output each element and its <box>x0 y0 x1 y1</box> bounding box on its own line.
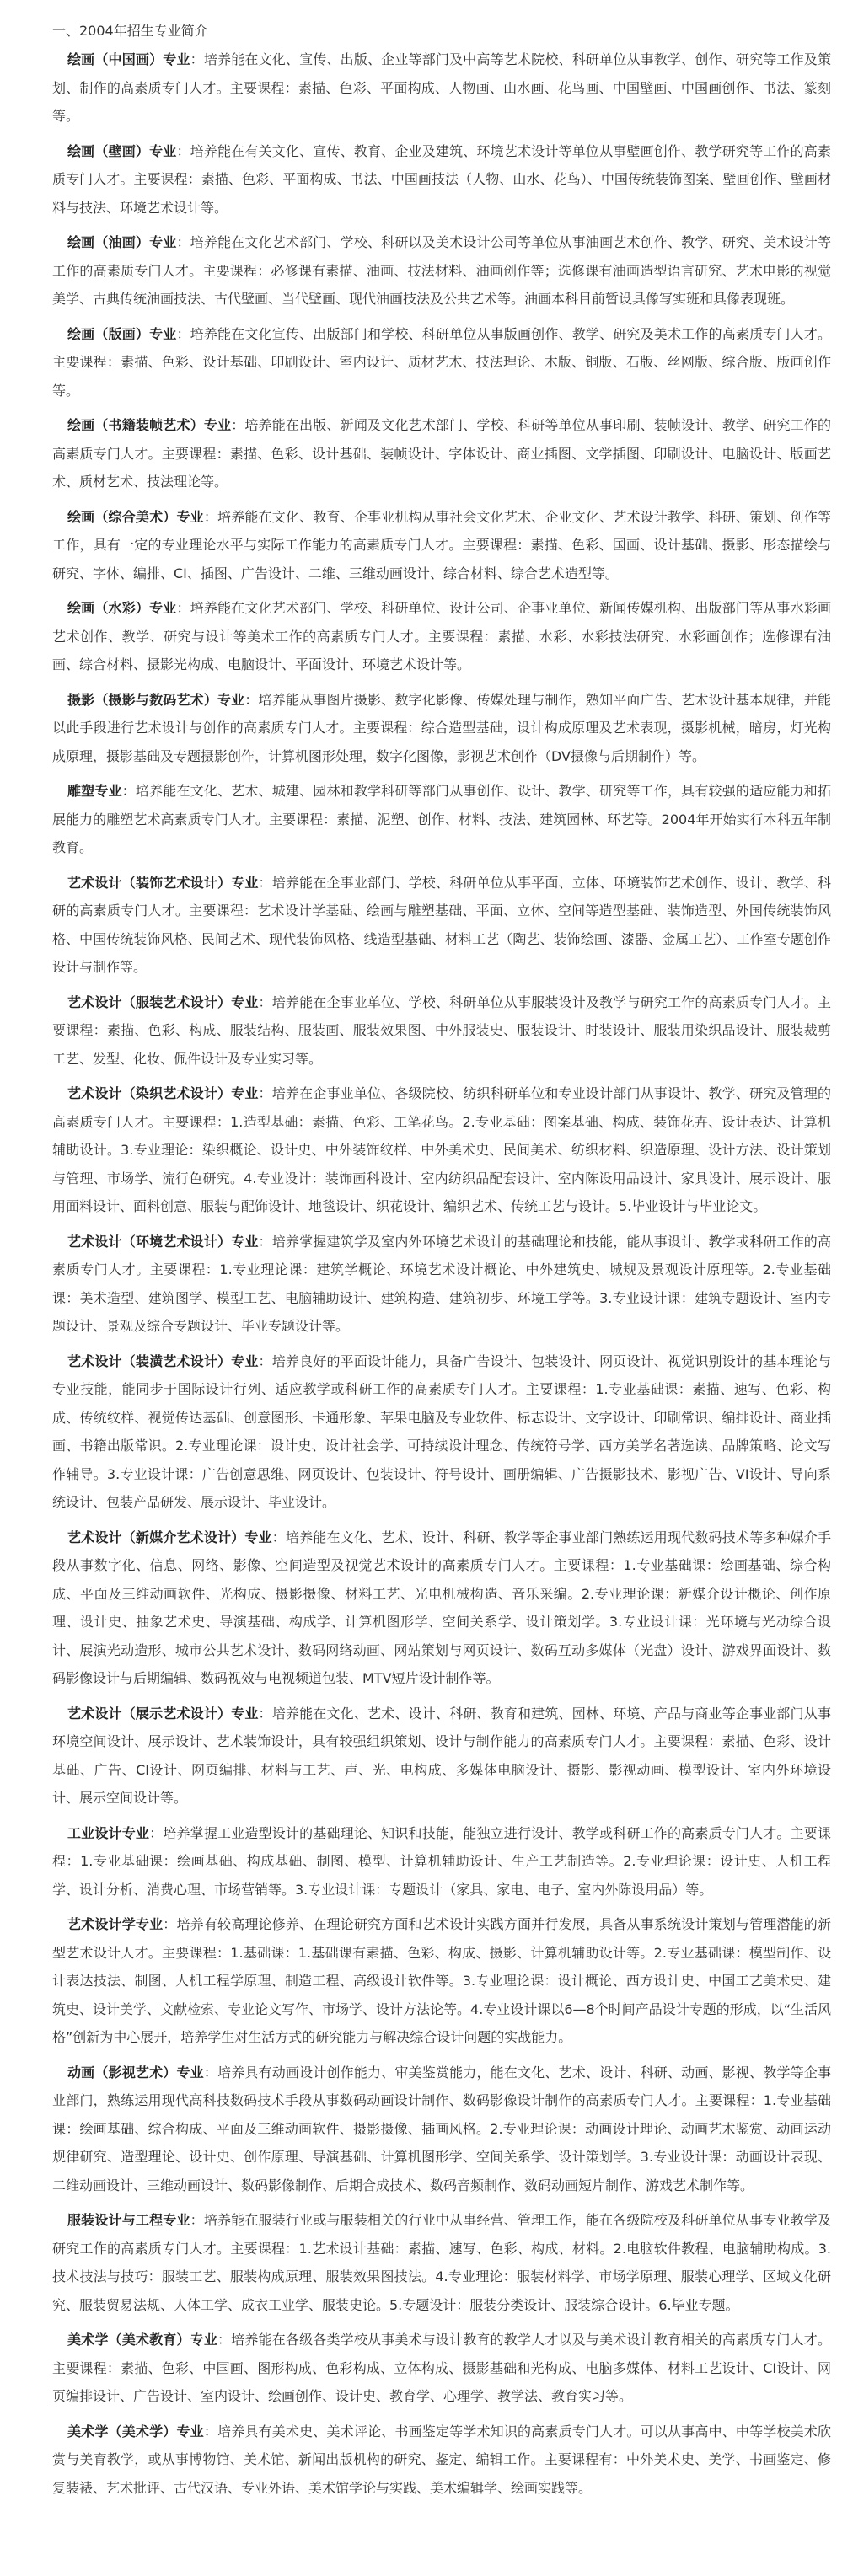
major-description: ：培养能在文化、艺术、设计、科研、教育和建筑、园林、环境、产品与商业等企事业部门从事环境空间设计、展示设计、艺术装饰设计，具有较强组织策划、设计与制作能力的高素质专门人才。主要课程：素描、色彩、设计基础、广告、CI设计、网页编排、材料与工艺、声、光、电构成、多媒体电脑设计、摄影、影视动画、模型设计、室内外环境设计、展示空间设计等。 <box>52 1705 831 1806</box>
major-description: ：培养能在文化、宣传、出版、企业等部门及中高等艺术院校、科研单位从事教学、创作、研究等工作及策划、制作的高素质专门人才。主要课程：素描、色彩、平面构成、人物画、山水画、花鸟画、中国壁画、中国画创作、书法、篆刻等。 <box>52 51 831 124</box>
major-name: 绘画（中国画）专业 <box>67 51 190 67</box>
major-entry <box>52 1228 831 1341</box>
major-entry <box>52 2059 831 2200</box>
major-name: 绘画（综合美术）专业 <box>67 508 204 525</box>
major-name: 服装设计与工程专业 <box>67 2212 190 2228</box>
major-entry <box>52 777 831 862</box>
major-name: 摄影（摄影与数码艺术）专业 <box>67 691 245 708</box>
major-name: 艺术设计（装饰艺术设计）专业 <box>67 874 259 891</box>
major-entry <box>52 2326 831 2411</box>
major-entry <box>52 988 831 1074</box>
major-name: 绘画（书籍装帧艺术）专业 <box>67 417 232 433</box>
major-entry <box>52 1347 831 1517</box>
major-description: ：培养能在文化艺术部门、学校、科研以及美术设计公司等单位从事油画艺术创作、教学、研究、美术设计等工作的高素质专门人才。主要课程：必修课有素描、油画、技法材料、油画创作等；选修课有油画造型语言研究、艺术电影的视觉美学、古典传统油画技法、古代壁画、当代壁画、现代油画技法及公共艺术等。油画本科目前暂设具像写实班和具像表现班。 <box>52 234 831 307</box>
major-entry <box>52 320 831 405</box>
section-title: 一、2004年招生专业简介 <box>52 23 208 39</box>
major-description: ：培养能在各级各类学校从事美术与设计教育的教学人才以及与美术设计教育相关的高素质专门人才。主要课程：素描、色彩、中国画、图形构成、色彩构成、立体构成、摄影基础和光构成、电脑多媒体、材料工艺设计、CI设计、网页编排设计、广告设计、室内设计、绘画创作、设计史、教育学、心理学、教学法、教育实习等。 <box>52 2332 831 2404</box>
major-name: 美术学（美术学）专业 <box>67 2423 204 2439</box>
major-name: 艺术设计（装潢艺术设计）专业 <box>67 1352 259 1369</box>
major-entry <box>52 2418 831 2503</box>
major-description: ：培养具有美术史、美术评论、书画鉴定等学术知识的高素质专门人才。可以从事高中、中等学校美术欣赏与美育教学，或从事博物馆、美术馆、新闻出版机构的研究、鉴定、编辑工作。主要课程有：中外美术史、美学、书画鉴定、修复装裱、艺术批评、古代汉语、专业外语、美术馆学论与实践、美术编辑学、绘画实践等。 <box>52 2423 831 2496</box>
major-name: 艺术设计（染织艺术设计）专业 <box>67 1085 259 1101</box>
major-entry <box>52 137 831 222</box>
major-description: ：培养能在文化、教育、企事业机构从事社会文化艺术、企业文化、艺术设计教学、科研、策划、创作等工作，具有一定的专业理论水平与实际工作能力的高素质专门人才。主要课程：素描、色彩、国画、设计基础、摄影、形态描绘与研究、字体、编排、CI、插图、广告设计、二维、三维动画设计、综合材料、综合艺术造型等。 <box>52 508 831 581</box>
major-description: ：培养良好的平面设计能力，具备广告设计、包装设计、网页设计、视觉识别设计的基本理论与专业技能，能同步于国际设计行列、适应教学或科研工作的高素质专门人才。主要课程：1.专业基础课：素描、速写、色彩、构成、传统纹样、视觉传达基础、创意图形、卡通形象、苹果电脑及专业软件、标志设计、文字设计、印刷常识、编排设计、商业插画、书籍出版常识。2.专业理论课：设计史、设计社会学、可持续设计理念、传统符号学、西方美学名著选读、品牌策略、论文写作辅导。3.专业设计课：广告创意思维、网页设计、包装设计、符号设计、画册编辑、广告摄影技术、影视广告、VI设计、导向系统设计、包装产品研发、展示设计、毕业设计。 <box>52 1352 831 1510</box>
major-entry <box>52 228 831 313</box>
major-description: ：培养能从事图片摄影、数字化影像、传媒处理与制作，熟知平面广告、艺术设计基本规律，并能以此手段进行艺术设计与创作的高素质专门人才。主要课程：综合造型基础，设计构成原理及艺术表现，摄影机械，暗房，灯光构成原理，摄影基础及专题摄影创作，计算机图形处理，数字化图像，影视艺术创作（DV摄像与后期制作）等。 <box>52 691 831 764</box>
major-entry <box>52 869 831 982</box>
major-name: 工业设计专业 <box>67 1824 150 1841</box>
major-entry <box>52 1700 831 1813</box>
major-description: ：培养具有动画设计创作能力、审美鉴赏能力，能在文化、艺术、设计、科研、动画、影视、教学等企事业部门，熟练运用现代高科技数码技术手段从事数码动画设计制作、数码影像设计制作的高素质专门人才。主要课程：1.专业基础课：绘画基础、综合构成、平面及三维动画软件、摄影摄像、插画风格。2.专业理论课：动画设计理论、动画艺术鉴赏、动画运动规律研究、造型理论、设计史、创作原理、导演基础、计算机图形学、空间关系学、设计策划学。3.专业设计课：动画设计表现、二维动画设计、三维动画设计、数码影像制作、后期合成技术、数码音频制作、数码动画短片制作、游戏艺术制作等。 <box>52 2064 831 2193</box>
major-name: 艺术设计（环境艺术设计）专业 <box>67 1233 259 1250</box>
major-name: 艺术设计（新媒介艺术设计）专业 <box>67 1529 272 1545</box>
major-description: ：培养能在有关文化、宣传、教育、企业及建筑、环境艺术设计等单位从事壁画创作、教学研究等工作的高素质专门人才。主要课程：素描、色彩、平面构成、书法、中国画技法（人物、山水、花鸟）、中国传统装饰图案、壁画创作、壁画材料与技法、环境艺术设计等。 <box>52 142 831 216</box>
major-entry <box>52 1079 831 1221</box>
major-description: ：培养能在文化宣传、出版部门和学校、科研单位从事版画创作、教学、研究及美术工作的高素质专门人才。主要课程：素描、色彩、设计基础、印刷设计、室内设计、质材艺术、技法理论、木版、铜版、石版、丝网版、综合版、版画创作等。 <box>52 325 831 399</box>
major-name: 动画（影视艺术）专业 <box>67 2064 204 2081</box>
major-description: ：培养能在企事业部门、学校、科研单位从事平面、立体、环境装饰艺术创作、设计、教学、科研的高素质专门人才。主要课程：艺术设计学基础、绘画与雕塑基础、平面、立体、空间等造型基础、装饰造型、外国传统装饰风格、中国传统装饰风格、民间艺术、现代装饰风格、线造型基础、材料工艺（陶艺、装饰绘画、漆器、金属工艺）、工作室专题创作设计与制作等。 <box>52 874 831 975</box>
major-name: 绘画（油画）专业 <box>67 234 177 250</box>
major-name: 雕塑专业 <box>67 783 122 799</box>
major-name: 美术学（美术教育）专业 <box>67 2332 217 2348</box>
major-entry <box>52 2206 831 2319</box>
major-description: ：培养能在文化艺术部门、学校、科研单位、设计公司、企事业单位、新闻传媒机构、出版部门等从事水彩画艺术创作、教学、研究与设计等美术工作的高素质专门人才。主要课程：素描、水彩、水彩技法研究、水彩画创作；选修课有油画、综合材料、摄影光构成、电脑设计、平面设计、环境艺术设计等。 <box>52 600 831 672</box>
major-entry <box>52 1524 831 1693</box>
major-entry <box>52 46 831 131</box>
major-description: ：培养能在企事业单位、学校、科研单位从事服装设计及教学与研究工作的高素质专门人才。主要课程：素描、色彩、构成、服装结构、服装画、服装效果图、中外服装史、服装设计、时装设计、服装用染织品设计、服装裁剪工艺、发型、化妆、佩件设计及专业实习等。 <box>52 993 831 1067</box>
major-list <box>52 46 831 2502</box>
major-entry <box>52 1910 831 2052</box>
major-name: 艺术设计学专业 <box>67 1916 164 1932</box>
major-name: 艺术设计（服装艺术设计）专业 <box>67 993 259 1010</box>
major-entry <box>52 411 831 496</box>
major-entry <box>52 503 831 588</box>
major-description: ：培养有较高理论修养、在理论研究方面和艺术设计实践方面并行发展，具备从事系统设计策划与管理潜能的新型艺术设计人才。主要课程：1.基础课：1.基础课有素描、色彩、构成、摄影、计算机辅助设计等。2.专业基础课：模型制作、设计表达技法、制图、人机工程学原理、制造工程、高级设计软件等。3.专业理论课：设计概论、西方设计史、中国工艺美术史、建筑史、设计美学、文献检索、专业论文写作、市场学、设计方法论等。4.专业设计课以6—8个时间产品设计专题的形成，以“生活风格”创新为中心展开，培养学生对生活方式的研究能力与解决综合设计问题的实战能力。 <box>52 1916 831 2045</box>
major-description: ：培养能在文化、艺术、设计、科研、教学等企事业部门熟练运用现代数码技术等多种媒介手段从事数字化、信息、网络、影像、空间造型及视觉艺术设计的高素质专门人才。主要课程：1.专业基础课：绘画基础、综合构成、平面及三维动画软件、光构成、摄影摄像、材料工艺、光电机械构造、音乐采编。2.专业理论课：新媒介设计概论、创作原理、设计史、抽象艺术史、导演基础、构成学、计算机图形学、空间关系学、设计策划学。3.专业设计课：光环境与光动综合设计、展演光动造形、城市公共艺术设计、数码网络动画、网站策划与网页设计、数码互动多媒体（光盘）设计、游戏界面设计、数码影像设计与后期编辑、数码视效与电视频道包装、MTV短片设计制作等。 <box>52 1529 831 1686</box>
major-description: ：培养能在服装行业或与服装相关的行业中从事经营、管理工作，能在各级院校及科研单位从事专业教学及研究工作的高素质专门人才。主要课程：1.艺术设计基础：素描、速写、色彩、构成、材料。2.电脑软件教程、电脑辅助构成。3.技术技法与技巧：服装工艺、服装构成原理、服装效果图技法。4.专业理论：服装材料学、市场学原理、服装心理学、区域文化研究、服装贸易法规、人体工学、成衣工业学、服装史论。5.专题设计：服装分类设计、服装综合设计。6.毕业专题。 <box>52 2212 831 2313</box>
major-name: 绘画（版画）专业 <box>67 325 177 342</box>
major-description: ：培养在企事业单位、各级院校、纺织科研单位和专业设计部门从事设计、教学、研究及管理的高素质专门人才。主要课程：1.造型基础：素描、色彩、工笔花鸟。2.专业基础：图案基础、构成、装饰花卉、设计表达、计算机辅助设计。3.专业理论：染织概论、设计史、中外装饰纹样、中外美术史、民间美术、纺织材料、织造原理、设计方法、设计策划与管理、市场学、流行色研究。4.专业设计：装饰画科设计、室内纺织品配套设计、室内陈设用品设计、家具设计、展示设计、服用面料设计、面料创意、服装与配饰设计、地毯设计、织花设计、编织艺术、传统工艺与设计。5.毕业设计与毕业论文。 <box>52 1085 831 1214</box>
major-name: 绘画（水彩）专业 <box>67 600 177 616</box>
major-entry <box>52 594 831 679</box>
major-entry <box>52 1819 831 1904</box>
major-description: ：培养掌握建筑学及室内外环境艺术设计的基础理论和技能，能从事设计、教学或科研工作的高素质专门人才。主要课程：1.专业理论课：建筑学概论、环境艺术设计概论、中外建筑史、城规及景观设计原理等。2.专业基础课：美术造型、建筑图学、模型工艺、电脑辅助设计、建筑构造、建筑初步、环境工学等。3.专业设计课：建筑专题设计、室内专题设计、景观及综合专题设计、毕业专题设计等。 <box>52 1233 831 1334</box>
major-description: ：培养能在文化、艺术、城建、园林和教学科研等部门从事创作、设计、教学、研究等工作，具有较强的适应能力和拓展能力的雕塑艺术高素质专门人才。主要课程：素描、泥塑、创作、材料、技法、建筑园林、环艺等。2004年开始实行本科五年制教育。 <box>52 783 831 855</box>
major-entry <box>52 686 831 771</box>
major-name: 艺术设计（展示艺术设计）专业 <box>67 1705 259 1722</box>
major-name: 绘画（壁画）专业 <box>67 142 177 159</box>
major-description: ：培养能在出版、新闻及文化艺术部门、学校、科研等单位从事印刷、装帧设计、教学、研究工作的高素质专门人才。主要课程：素描、色彩、设计基础、装帧设计、字体设计、商业插图、文学插图、印刷设计、电脑设计、版画艺术、质材艺术、技法理论等。 <box>52 417 831 490</box>
major-description: ：培养掌握工业造型设计的基础理论、知识和技能，能独立进行设计、教学或科研工作的高素质专门人才。主要课程：1.专业基础课：绘画基础、构成基础、制图、模型、计算机辅助设计、生产工艺制造等。2.专业理论课：设计史、人机工程学、设计分析、消费心理、市场营销等。3.专业设计课：专题设计（家具、家电、电子、室内外陈设用品）等。 <box>52 1824 831 1898</box>
